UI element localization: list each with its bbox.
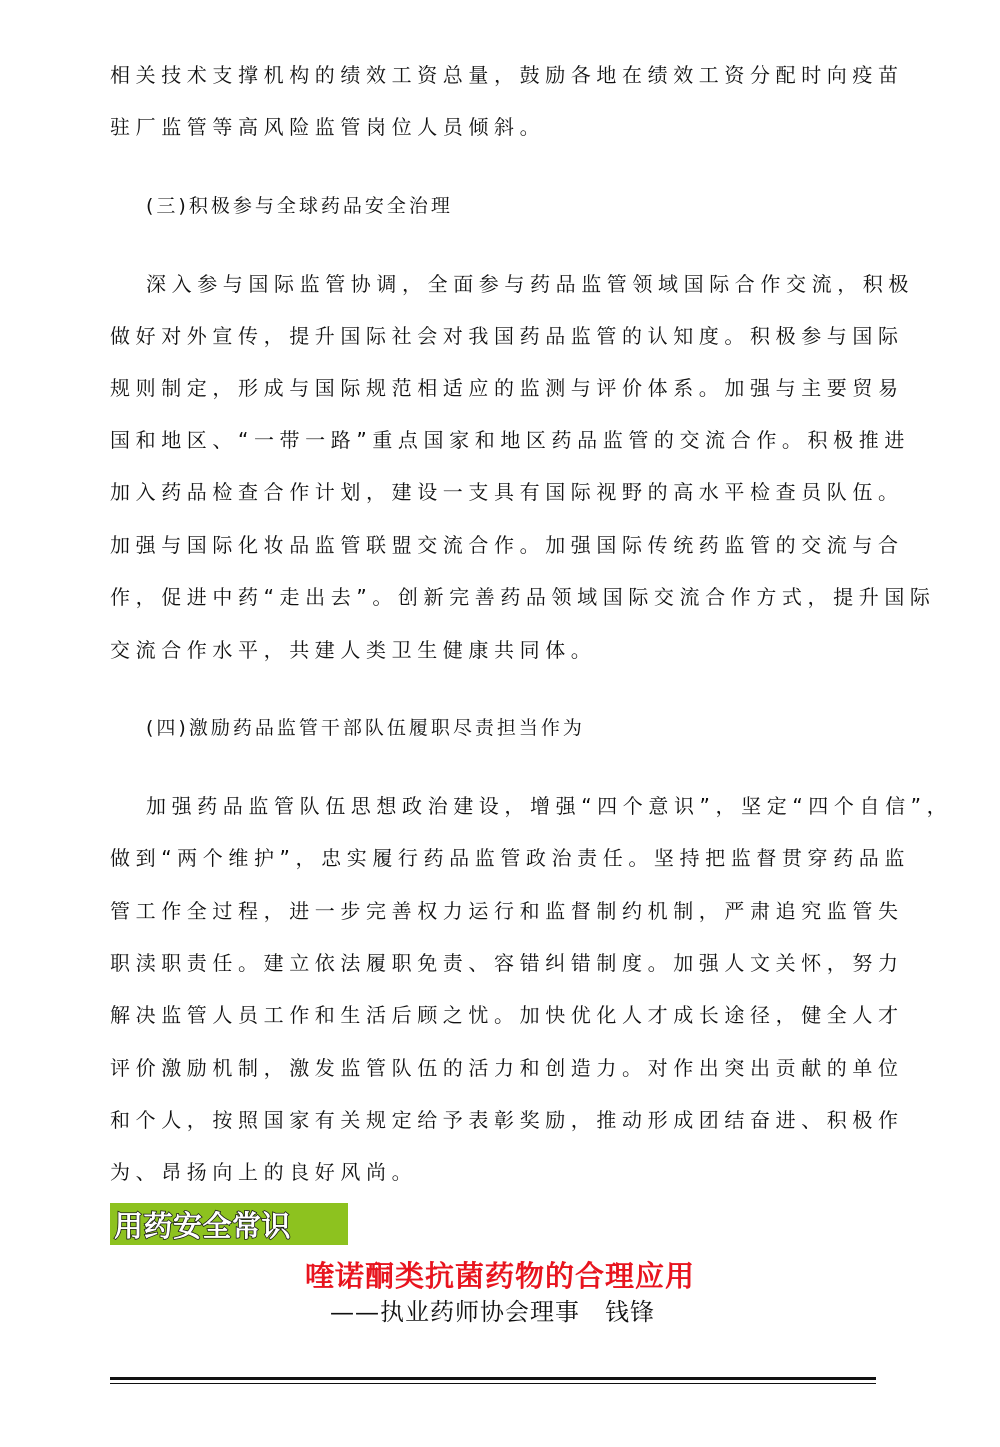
paragraph-line: 交流合作水平，共建人类卫生健康共同体。 [110, 638, 597, 662]
paragraph-line: 相关技术支撑机构的绩效工资总量，鼓励各地在绩效工资分配时向疫苗 [110, 63, 904, 87]
article-title: 喹诺酮类抗菌药物的合理应用 [304, 1259, 695, 1293]
paragraph-line: 评价激励机制，激发监管队伍的活力和创造力。对作出突出贡献的单位 [110, 1056, 904, 1080]
paragraph-line: 加入药品检查合作计划，建设一支具有国际视野的高水平检查员队伍。 [110, 480, 904, 504]
paragraph-line: 规则制定，形成与国际规范相适应的监测与评价体系。加强与主要贸易 [110, 376, 904, 400]
section-heading-4: (四)激励药品监管干部队伍履职尽责担当作为 [146, 717, 585, 739]
paragraph-line: 驻厂监管等高风险监管岗位人员倾斜。 [110, 115, 546, 139]
paragraph-line: 和个人，按照国家有关规定给予表彰奖励，推动形成团结奋进、积极作 [110, 1108, 904, 1132]
article-author: ——执业药师协会理事 钱锋 [330, 1298, 655, 1326]
column-badge [110, 1203, 348, 1245]
paragraph-line: 国和地区、“一带一路”重点国家和地区药品监管的交流合作。积极推进 [110, 428, 910, 452]
paragraph-line: 加强与国际化妆品监管联盟交流合作。加强国际传统药监管的交流与合 [110, 533, 904, 557]
paragraph-line: 深入参与国际监管协调，全面参与药品监管领域国际合作交流，积极 [146, 272, 914, 296]
paragraph-line: 为、昂扬向上的良好风尚。 [110, 1160, 418, 1184]
paragraph-line: 加强药品监管队伍思想政治建设，增强“四个意识”，坚定“四个自信”， [146, 794, 953, 818]
paragraph-line: 作，促进中药“走出去”。创新完善药品领域国际交流合作方式，提升国际 [110, 585, 936, 609]
paragraph-line: 职渎职责任。建立依法履职免责、容错纠错制度。加强人文关怀，努力 [110, 951, 904, 975]
bottom-rule-thick [110, 1377, 876, 1380]
column-badge-label: 用药安全常识 [114, 1208, 292, 1243]
paragraph-line: 解决监管人员工作和生活后顾之忧。加快优化人才成长途径，健全人才 [110, 1003, 904, 1027]
paragraph-line: 做好对外宣传，提升国际社会对我国药品监管的认知度。积极参与国际 [110, 324, 904, 348]
bottom-rule-thin [110, 1383, 876, 1384]
section-heading-3: (三)积极参与全球药品安全治理 [146, 195, 453, 217]
paragraph-line: 做到“两个维护”，忠实履行药品监管政治责任。坚持把监督贯穿药品监 [110, 846, 910, 870]
paragraph-line: 管工作全过程，进一步完善权力运行和监督制约机制，严肃追究监管失 [110, 899, 904, 923]
